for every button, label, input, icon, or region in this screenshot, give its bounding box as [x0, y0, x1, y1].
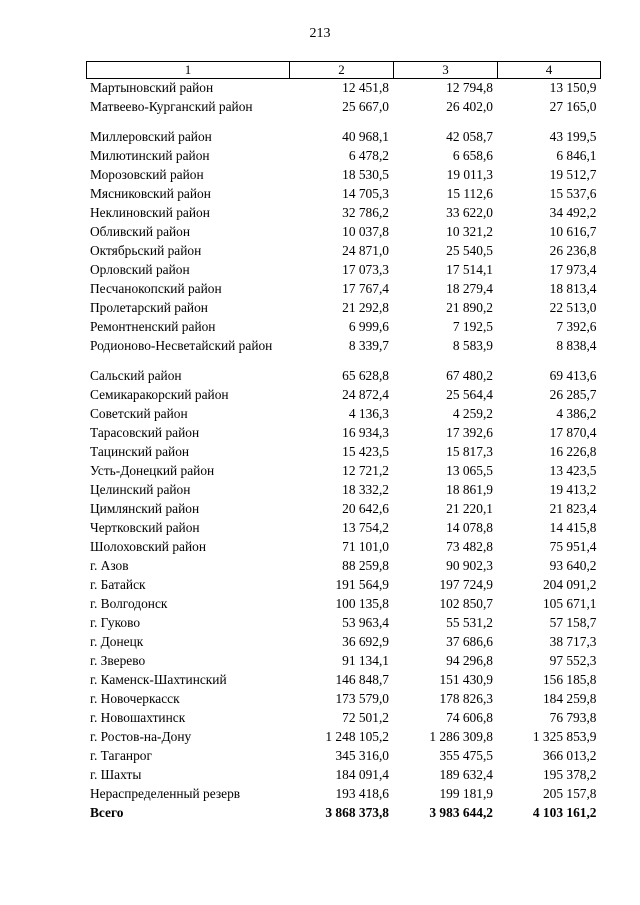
- value-cell-col-3: 18 279,4: [446, 281, 493, 296]
- table-row: [87, 653, 601, 672]
- table-header-row: [87, 62, 601, 79]
- row-label-cell: Усть-Донецкий район: [90, 463, 215, 478]
- table-row: [87, 634, 601, 653]
- value-cell-col-4: 13 423,5: [549, 463, 597, 478]
- value-cell-col-4: 204 091,2: [542, 577, 597, 592]
- value-cell-col-3: 90 902,3: [446, 558, 493, 573]
- value-cell-col-2: 24 871,0: [342, 243, 389, 258]
- value-cell-col-4: 38 717,3: [549, 634, 597, 649]
- value-cell-col-4: 75 951,4: [549, 539, 597, 554]
- row-label-cell: Морозовский район: [90, 167, 204, 182]
- column-header-2: 2: [290, 62, 394, 79]
- row-label-cell: Мясниковский район: [90, 186, 211, 201]
- value-cell-col-3: 25 564,4: [446, 387, 493, 402]
- value-cell-col-4: 8 838,4: [556, 338, 597, 353]
- value-cell-col-3: 21 890,2: [446, 300, 493, 315]
- value-cell-col-4: 156 185,8: [542, 672, 597, 687]
- value-cell-col-3: 178 826,3: [439, 691, 493, 706]
- value-cell-col-3: 189 632,4: [439, 767, 493, 782]
- table-row: [87, 672, 601, 691]
- row-label-cell: Матвеево-Курганский район: [90, 99, 253, 114]
- value-cell-col-4: 4 103 161,2: [532, 805, 597, 820]
- row-label-cell: Неклиновский район: [90, 205, 210, 220]
- value-cell-col-3: 10 321,2: [446, 224, 493, 239]
- total-row: [87, 805, 601, 824]
- value-cell-col-2: 173 579,0: [335, 691, 389, 706]
- row-label-cell: Миллеровский район: [90, 129, 212, 144]
- value-cell-col-2: 21 292,8: [342, 300, 389, 315]
- table-row: [87, 186, 601, 205]
- value-cell-col-2: 12 721,2: [342, 463, 389, 478]
- table-row: [87, 729, 601, 748]
- value-cell-col-2: 15 423,5: [342, 444, 389, 459]
- value-cell-col-3: 21 220,1: [446, 501, 493, 516]
- value-cell-col-3: 355 475,5: [439, 748, 493, 763]
- value-cell-col-2: 12 451,8: [342, 80, 389, 95]
- value-cell-col-2: 91 134,1: [342, 653, 389, 668]
- value-cell-col-4: 97 552,3: [549, 653, 597, 668]
- table-row: [87, 243, 601, 262]
- column-header-1: 1: [87, 62, 290, 79]
- value-cell-col-3: 26 402,0: [446, 99, 493, 114]
- value-cell-col-4: 34 492,2: [549, 205, 597, 220]
- row-label-cell: Орловский район: [90, 262, 190, 277]
- row-label-cell: Милютинский район: [90, 148, 210, 163]
- value-cell-col-4: 105 671,1: [542, 596, 597, 611]
- value-cell-col-4: 43 199,5: [549, 129, 597, 144]
- row-label-cell: Нераспределенный резерв: [90, 786, 241, 801]
- row-label-cell: Песчанокопский район: [90, 281, 222, 296]
- value-cell-col-3: 102 850,7: [439, 596, 493, 611]
- table-row: [87, 596, 601, 615]
- table-row: [87, 482, 601, 501]
- table-row: [87, 79, 601, 100]
- value-cell-col-3: 8 583,9: [452, 338, 493, 353]
- value-cell-col-4: 17 870,4: [549, 425, 597, 440]
- row-label-cell: г. Батайск: [90, 577, 146, 592]
- row-label-cell: Чертковский район: [90, 520, 200, 535]
- value-cell-col-4: 18 813,4: [549, 281, 597, 296]
- value-cell-col-4: 17 973,4: [549, 262, 597, 277]
- row-label-cell: г. Донецк: [90, 634, 144, 649]
- table-row: [87, 767, 601, 786]
- row-label-cell: Ремонтненский район: [90, 319, 216, 334]
- value-cell-col-4: 27 165,0: [549, 99, 597, 114]
- value-cell-col-2: 146 848,7: [335, 672, 389, 687]
- row-label-cell: Тарасовский район: [90, 425, 200, 440]
- table-row: [87, 558, 601, 577]
- table-row: [87, 539, 601, 558]
- table-row: [87, 148, 601, 167]
- value-cell-col-2: 16 934,3: [342, 425, 389, 440]
- value-cell-col-4: 14 415,8: [549, 520, 597, 535]
- value-cell-col-3: 37 686,6: [446, 634, 493, 649]
- value-cell-col-2: 6 999,6: [348, 319, 389, 334]
- row-label-cell: Шолоховский район: [90, 539, 206, 554]
- value-cell-col-3: 42 058,7: [446, 129, 493, 144]
- value-cell-col-4: 205 157,8: [542, 786, 597, 801]
- table-row: [87, 368, 601, 387]
- value-cell-col-4: 93 640,2: [549, 558, 597, 573]
- table-row: [87, 167, 601, 186]
- value-cell-col-4: 19 413,2: [549, 482, 597, 497]
- value-cell-col-3: 13 065,5: [446, 463, 493, 478]
- value-cell-col-3: 74 606,8: [446, 710, 493, 725]
- value-cell-col-3: 1 286 309,8: [429, 729, 493, 744]
- value-cell-col-2: 88 259,8: [342, 558, 389, 573]
- value-cell-col-4: 1 325 853,9: [532, 729, 597, 744]
- row-label-cell: Мартыновский район: [90, 80, 214, 95]
- value-cell-col-4: 26 285,7: [549, 387, 597, 402]
- row-label-cell: Советский район: [90, 406, 188, 421]
- value-cell-col-3: 15 817,3: [446, 444, 493, 459]
- value-cell-col-4: 19 512,7: [549, 167, 597, 182]
- value-cell-col-3: 197 724,9: [439, 577, 493, 592]
- value-cell-col-3: 67 480,2: [446, 368, 493, 383]
- table-row: [87, 262, 601, 281]
- row-label-cell: Пролетарский район: [90, 300, 208, 315]
- table-row: [87, 520, 601, 539]
- value-cell-col-4: 6 846,1: [556, 148, 597, 163]
- value-cell-col-3: 94 296,8: [446, 653, 493, 668]
- table-row: [87, 786, 601, 805]
- value-cell-col-4: 15 537,6: [549, 186, 597, 201]
- row-label-cell: Родионово-Несветайский район: [90, 338, 273, 353]
- value-cell-col-2: 32 786,2: [342, 205, 389, 220]
- value-cell-col-4: 7 392,6: [556, 319, 597, 334]
- row-label-cell: г. Таганрог: [90, 748, 152, 763]
- value-cell-col-2: 10 037,8: [342, 224, 389, 239]
- table-body: [87, 79, 601, 825]
- table-row: [87, 577, 601, 596]
- table-row: [87, 406, 601, 425]
- value-cell-col-2: 17 073,3: [342, 262, 389, 277]
- value-cell-col-3: 19 011,3: [446, 167, 493, 182]
- value-cell-col-3: 14 078,8: [446, 520, 493, 535]
- table-row: [87, 224, 601, 243]
- row-label-cell: Тацинский район: [90, 444, 190, 459]
- row-label-cell: Сальский район: [90, 368, 182, 383]
- row-label-cell: Октябрьский район: [90, 243, 202, 258]
- value-cell-col-3: 4 259,2: [452, 406, 493, 421]
- value-cell-col-2: 193 418,6: [335, 786, 389, 801]
- value-cell-col-3: 7 192,5: [452, 319, 493, 334]
- value-cell-col-3: 17 392,6: [446, 425, 493, 440]
- row-label-cell: Обливский район: [90, 224, 191, 239]
- table-row: [87, 129, 601, 148]
- value-cell-col-4: 4 386,2: [556, 406, 597, 421]
- row-label-cell: г. Зверево: [90, 653, 146, 668]
- row-label-cell: г. Новочеркасск: [90, 691, 180, 706]
- value-cell-col-2: 20 642,6: [342, 501, 389, 516]
- row-label-cell: г. Азов: [90, 558, 129, 573]
- row-label-cell: Целинский район: [90, 482, 191, 497]
- row-label-cell: г. Шахты: [90, 767, 142, 782]
- value-cell-col-3: 15 112,6: [446, 186, 493, 201]
- value-cell-col-4: 195 378,2: [542, 767, 597, 782]
- row-label-cell: г. Гуково: [90, 615, 141, 630]
- value-cell-col-2: 72 501,2: [342, 710, 389, 725]
- value-cell-col-2: 14 705,3: [342, 186, 389, 201]
- value-cell-col-4: 184 259,8: [542, 691, 597, 706]
- row-label-cell: г. Каменск-Шахтинский: [90, 672, 227, 687]
- row-label-cell: г. Ростов-на-Дону: [90, 729, 192, 744]
- column-header-4: 4: [498, 62, 601, 79]
- table-row: [87, 463, 601, 482]
- table-row: [87, 300, 601, 319]
- table-row: [87, 319, 601, 338]
- table-row: [87, 710, 601, 729]
- value-cell-col-2: 53 963,4: [342, 615, 389, 630]
- table-row: [87, 501, 601, 520]
- value-cell-col-2: 65 628,8: [342, 368, 389, 383]
- value-cell-col-3: 199 181,9: [439, 786, 493, 801]
- row-label-cell: г. Волгодонск: [90, 596, 168, 611]
- value-cell-col-2: 18 530,5: [342, 167, 389, 182]
- value-cell-col-4: 366 013,2: [542, 748, 597, 763]
- row-label-cell: Семикаракорский район: [90, 387, 229, 402]
- budget-table: [86, 61, 601, 824]
- value-cell-col-2: 18 332,2: [342, 482, 389, 497]
- table-row: [87, 615, 601, 634]
- table-row: [87, 748, 601, 767]
- value-cell-col-3: 73 482,8: [446, 539, 493, 554]
- value-cell-col-3: 25 540,5: [446, 243, 493, 258]
- value-cell-col-2: 25 667,0: [342, 99, 389, 114]
- value-cell-col-3: 33 622,0: [446, 205, 493, 220]
- table-row: [87, 691, 601, 710]
- value-cell-col-2: 191 564,9: [335, 577, 389, 592]
- value-cell-col-3: 12 794,8: [446, 80, 493, 95]
- value-cell-col-2: 8 339,7: [348, 338, 389, 353]
- value-cell-col-2: 40 968,1: [342, 129, 389, 144]
- value-cell-col-4: 57 158,7: [549, 615, 597, 630]
- value-cell-col-2: 17 767,4: [342, 281, 389, 296]
- table-row: [87, 338, 601, 368]
- table-row: [87, 205, 601, 224]
- row-label-cell: г. Новошахтинск: [90, 710, 186, 725]
- value-cell-col-2: 345 316,0: [335, 748, 389, 763]
- value-cell-col-2: 100 135,8: [335, 596, 389, 611]
- value-cell-col-4: 16 226,8: [549, 444, 597, 459]
- value-cell-col-3: 6 658,6: [452, 148, 493, 163]
- value-cell-col-4: 10 616,7: [549, 224, 597, 239]
- value-cell-col-4: 22 513,0: [549, 300, 597, 315]
- table-row: [87, 444, 601, 463]
- table-row: [87, 425, 601, 444]
- value-cell-col-2: 1 248 105,2: [325, 729, 389, 744]
- value-cell-col-3: 55 531,2: [446, 615, 493, 630]
- table-row: [87, 99, 601, 129]
- value-cell-col-4: 76 793,8: [549, 710, 597, 725]
- table-row: [87, 387, 601, 406]
- value-cell-col-2: 71 101,0: [342, 539, 389, 554]
- row-label-cell: Цимлянский район: [90, 501, 200, 516]
- table-row: [87, 281, 601, 300]
- value-cell-col-4: 69 413,6: [549, 368, 597, 383]
- value-cell-col-3: 17 514,1: [446, 262, 493, 277]
- value-cell-col-4: 26 236,8: [549, 243, 597, 258]
- value-cell-col-4: 13 150,9: [549, 80, 597, 95]
- page-number: 213: [309, 26, 331, 41]
- value-cell-col-2: 3 868 373,8: [325, 805, 389, 820]
- value-cell-col-4: 21 823,4: [549, 501, 597, 516]
- column-header-3: 3: [394, 62, 498, 79]
- value-cell-col-2: 184 091,4: [335, 767, 389, 782]
- row-label-cell: Всего: [90, 805, 124, 820]
- value-cell-col-2: 13 754,2: [342, 520, 389, 535]
- value-cell-col-2: 6 478,2: [348, 148, 389, 163]
- value-cell-col-3: 3 983 644,2: [429, 805, 493, 820]
- value-cell-col-2: 36 692,9: [342, 634, 389, 649]
- value-cell-col-3: 18 861,9: [446, 482, 493, 497]
- value-cell-col-2: 4 136,3: [348, 406, 389, 421]
- value-cell-col-2: 24 872,4: [342, 387, 389, 402]
- value-cell-col-3: 151 430,9: [439, 672, 493, 687]
